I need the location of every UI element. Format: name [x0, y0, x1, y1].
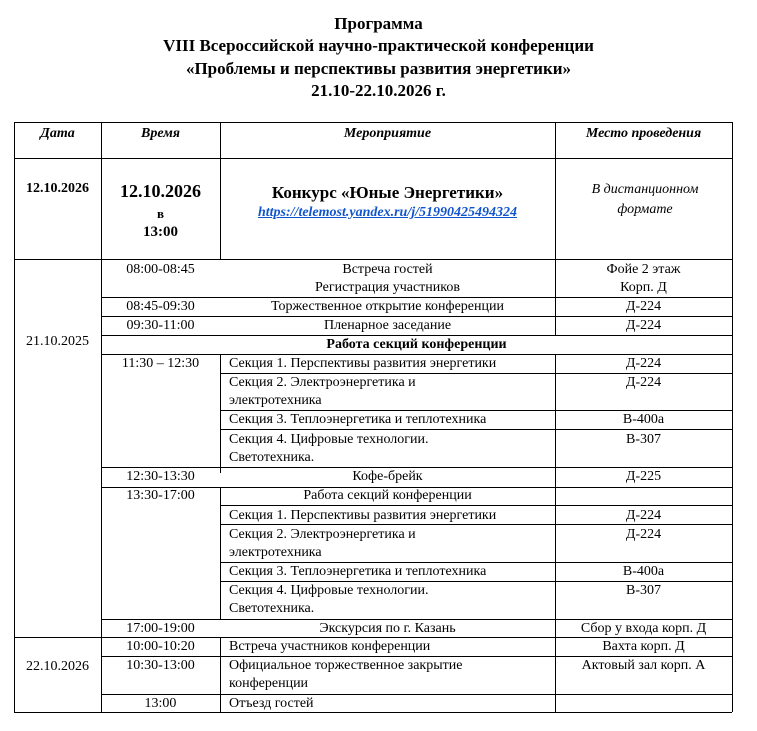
section-2: Секция 2. Электроэнергетика и: [229, 527, 416, 542]
place-cell: Д-224: [625, 375, 662, 390]
event-cell: Экскурсия по г. Казань: [319, 621, 456, 636]
event-cell: Кофе-брейк: [352, 469, 423, 484]
place-cell: Д-224: [625, 508, 662, 523]
contest-link[interactable]: https://telemost.yandex.ru/j/51990425494324: [257, 205, 517, 220]
column-header-event: Мероприятие: [343, 126, 432, 141]
place-cell: Корп. Д: [620, 280, 667, 295]
place-cell: Актовый зал корп. А: [581, 658, 706, 673]
section-4: Секция 4. Цифровые технологии.: [229, 432, 429, 447]
time-cell: 10:30-13:00: [126, 658, 195, 673]
section-4-cont: Светотехника.: [229, 450, 315, 465]
contest-time-date: 12.10.2026: [120, 181, 201, 201]
event-cell: Регистрация участников: [315, 280, 460, 295]
time-cell: 10:00-10:20: [126, 639, 195, 654]
event-cell: Отъезд гостей: [229, 696, 314, 711]
time-cell: 13:00: [144, 696, 177, 711]
contest-title: Конкурс «Юные Энергетики»: [271, 183, 504, 202]
place-cell: Д-224: [625, 356, 662, 371]
conference-dates: 21.10-22.10.2026 г.: [311, 81, 446, 100]
place-cell: Вахта корп. Д: [602, 639, 685, 654]
time-cell: 17:00-19:00: [126, 621, 195, 636]
place-cell: В-400а: [622, 412, 665, 427]
section-1: Секция 1. Перспективы развития энергетики: [229, 356, 497, 371]
section-3: Секция 3. Теплоэнергетика и теплотехника: [229, 412, 487, 427]
place-cell: Д-224: [625, 299, 662, 314]
column-header-time: Время: [140, 126, 180, 141]
time-cell: 08:45-09:30: [126, 299, 195, 314]
event-cell-cont: конференции: [229, 676, 309, 691]
place-cell: В-307: [626, 583, 661, 598]
place-cell: Сбор у входа корп. Д: [580, 621, 707, 636]
sections-title: Работа секций конференции: [326, 337, 507, 352]
time-cell: 12:30-13:30: [126, 469, 195, 484]
place-cell: Д-224: [625, 318, 662, 333]
place-cell: Д-224: [625, 527, 662, 542]
event-cell: Встреча участников конференции: [229, 639, 431, 654]
conference-theme: «Проблемы и перспективы развития энергетики»: [185, 59, 572, 78]
place-cell: В-400а: [622, 564, 665, 579]
contest-time-in: в: [156, 206, 165, 221]
sections-title-2: Работа секций конференции: [303, 488, 472, 503]
conference-title: VIII Всероссийской научно-практической конференции: [163, 36, 594, 55]
section-3: Секция 3. Теплоэнергетика и теплотехника: [229, 564, 487, 579]
section-4-cont: Светотехника.: [229, 601, 315, 616]
contest-place: В дистанционном формате: [591, 182, 699, 217]
place-cell: В-307: [626, 432, 661, 447]
section-2-cont: электротехника: [229, 393, 322, 408]
place-cell: Д-225: [625, 469, 662, 484]
contest-time-hour: 13:00: [143, 224, 178, 240]
day1-date: 21.10.2025: [26, 334, 89, 349]
time-cell: 11:30 – 12:30: [121, 356, 200, 371]
section-2: Секция 2. Электроэнергетика и: [229, 375, 416, 390]
day2-date: 22.10.2026: [26, 659, 89, 674]
time-cell: 13:30-17:00: [126, 488, 195, 503]
section-2-cont: электротехника: [229, 545, 322, 560]
event-cell: Торжественное открытие конференции: [270, 299, 504, 314]
event-cell: Встреча гостей: [342, 262, 433, 277]
contest-link-wrap: [220, 205, 555, 221]
program-title: Программа: [334, 14, 423, 33]
event-cell: Пленарное заседание: [323, 318, 452, 333]
column-header-date: Дата: [40, 126, 75, 141]
section-4: Секция 4. Цифровые технологии.: [229, 583, 429, 598]
event-cell: Официальное торжественное закрытие: [229, 658, 463, 673]
time-cell: 08:00-08:45: [126, 262, 195, 277]
time-cell: 09:30-11:00: [126, 318, 195, 333]
section-1: Секция 1. Перспективы развития энергетики: [229, 508, 497, 523]
column-header-place: Место проведения: [585, 126, 702, 141]
contest-date: 12.10.2026: [26, 181, 89, 196]
place-cell: Фойе 2 этаж: [606, 262, 681, 277]
